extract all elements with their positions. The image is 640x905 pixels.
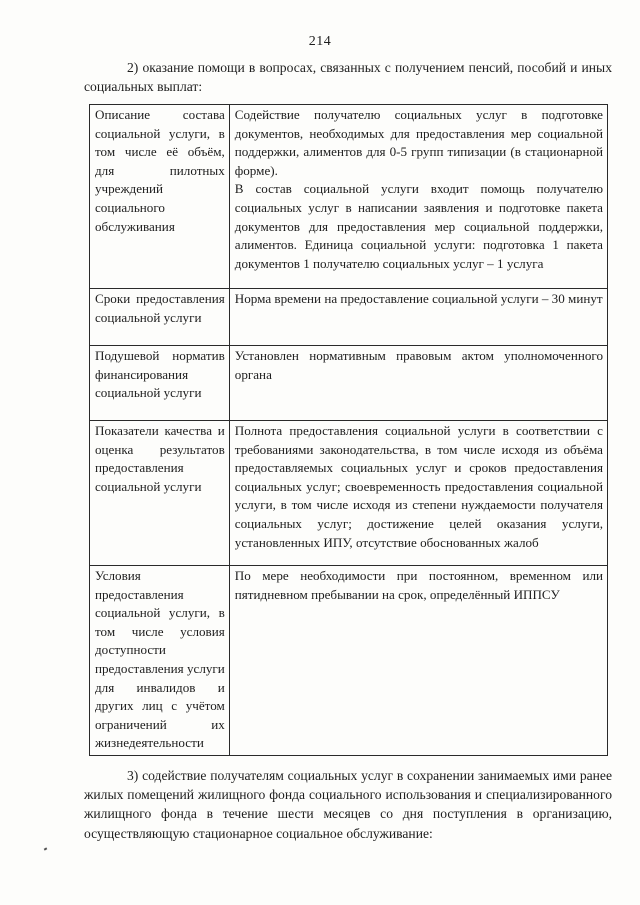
description-paragraph: В состав социальной услуги входит помощь получателю социальных услуг в написании заявления и подготовке пакета документов для предоставления мер социальной поддержки, алиментов. Единица социальной услуги: подготовка 1 пакета документов 1 получателю социальных услуг – 1 услуга <box>234 181 603 271</box>
row-description <box>229 566 607 756</box>
row-description <box>229 105 607 289</box>
row-description <box>229 346 607 421</box>
table-row <box>90 421 608 566</box>
outro-paragraph: 3) содействие получателям социальных услуг в сохранении занимаемых ими ранее жилых помещений жилищного фонда социального использования и специализированного жилищного фонда в течение шести месяцев со дня поступления в организацию, осуществляющую стационарное социальное обслуживание: <box>84 768 612 841</box>
table-row <box>90 346 608 421</box>
description-paragraph: Установлен нормативным правовым актом уполномоченного органа <box>234 348 603 382</box>
margin-mark <box>44 847 48 850</box>
service-table <box>89 104 608 756</box>
row-description <box>229 421 607 566</box>
description-paragraph: По мере необходимости при постоянном, временном или пятидневном пребывании на срок, определённый ИППСУ <box>234 568 603 602</box>
table-row <box>90 289 608 346</box>
row-label: Описание состава социальной услуги, в том числе её объём, для пилотных учреждений социального обслуживания <box>90 105 230 289</box>
table-row <box>90 105 608 289</box>
row-label: Подушевой норматив финансирования социальной услуги <box>90 346 230 421</box>
description-paragraph: Содействие получателю социальных услуг в подготовке документов, необходимых для предоставления мер социальной поддержки, алиментов для 0-5 групп типизации (в стационарной форме). <box>234 107 603 178</box>
intro-paragraph: 2) оказание помощи в вопросах, связанных с получением пенсий, пособий и иных социальных выплат: <box>84 60 612 94</box>
row-description <box>229 289 607 346</box>
description-paragraph: Норма времени на предоставление социальной услуги – 30 минут <box>234 291 603 306</box>
row-label: Показатели качества и оценка результатов предоставления социальной услуги <box>90 421 230 566</box>
table-row <box>90 566 608 756</box>
row-label: Сроки предоставления социальной услуги <box>90 289 230 346</box>
row-label: Условия предоставления социальной услуги, в том числе условия доступности предоставления услуги для инвалидов и других лиц с учётом ограничений их жизнедеятельности <box>90 566 230 756</box>
page-number: 214 <box>308 34 332 49</box>
description-paragraph: Полнота предоставления социальной услуги в соответствии с требованиями законодательства, в том числе исходя из объёма предоставляемых социальных услуг и сроков предоставления социальных услуг; своевременность предоставления социальной услуги, в том числе исходя из степени нуждаемости получателя социальных услуг; достижение целей оказания услуги, установленных ИПУ, отсутствие обоснованных жалоб <box>234 423 603 550</box>
